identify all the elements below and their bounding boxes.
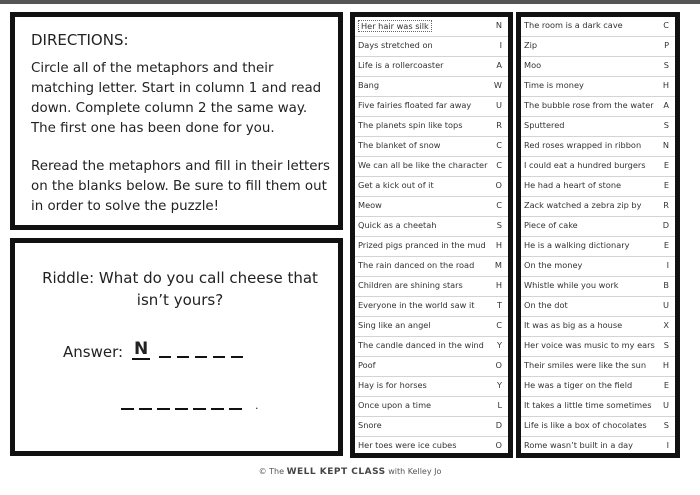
metaphor-letter[interactable]: C <box>496 320 502 330</box>
metaphor-row[interactable] <box>521 97 675 117</box>
footer-credit <box>0 467 700 477</box>
metaphor-text: Quick as a cheetah <box>358 220 437 230</box>
metaphor-letter[interactable]: E <box>663 380 669 390</box>
metaphor-row[interactable] <box>521 157 675 177</box>
metaphor-text: Meow <box>358 200 382 210</box>
metaphor-letter[interactable]: A <box>663 100 669 110</box>
metaphor-row[interactable] <box>355 377 508 397</box>
metaphor-letter[interactable]: C <box>663 20 669 30</box>
answer-line2-blank[interactable] <box>211 408 224 410</box>
metaphor-row[interactable] <box>521 177 675 197</box>
metaphor-text: The bubble rose from the water <box>524 100 654 110</box>
metaphor-letter[interactable]: U <box>663 300 669 310</box>
riddle-box <box>10 238 343 456</box>
metaphor-letter[interactable]: I <box>666 260 669 270</box>
metaphor-letter[interactable]: E <box>663 180 669 190</box>
answer-blank[interactable] <box>213 356 225 358</box>
metaphor-letter[interactable]: R <box>663 200 669 210</box>
metaphor-text: Life is like a box of chocolates <box>524 420 647 430</box>
metaphor-text: Once upon a time <box>358 400 432 410</box>
metaphor-row[interactable] <box>521 417 675 437</box>
metaphor-text: He had a heart of stone <box>524 180 622 190</box>
answer-blank[interactable] <box>159 356 171 358</box>
metaphor-letter[interactable]: S <box>663 60 669 70</box>
metaphor-letter[interactable]: X <box>663 320 669 330</box>
metaphor-letter[interactable]: O <box>495 440 502 450</box>
metaphor-letter[interactable]: N <box>662 140 669 150</box>
metaphor-text: Prized pigs pranced in the mud <box>358 240 486 250</box>
column-1-rows <box>355 17 508 456</box>
metaphor-letter[interactable]: B <box>663 280 669 290</box>
metaphor-row[interactable] <box>355 97 508 117</box>
metaphor-row[interactable] <box>355 417 508 437</box>
metaphor-row[interactable] <box>521 297 675 317</box>
metaphor-text: Rome wasn’t built in a day <box>524 440 634 450</box>
metaphor-row[interactable] <box>355 17 508 37</box>
metaphor-text: Snore <box>358 420 382 430</box>
metaphor-letter[interactable]: E <box>663 160 669 170</box>
metaphor-text: Children are shining stars <box>358 280 463 290</box>
metaphor-text: It takes a little time sometimes <box>524 400 652 410</box>
metaphor-letter[interactable]: H <box>495 240 502 250</box>
metaphor-row[interactable] <box>355 177 508 197</box>
metaphor-text: Sing like an angel <box>358 320 431 330</box>
metaphor-letter[interactable]: Y <box>496 340 502 350</box>
metaphor-letter[interactable]: S <box>496 220 502 230</box>
metaphor-text: Hay is for horses <box>358 380 427 390</box>
metaphor-row[interactable] <box>521 117 675 137</box>
metaphor-letter[interactable]: S <box>663 120 669 130</box>
footer-brand: WELL KEPT CLASS <box>286 467 386 477</box>
metaphor-row[interactable] <box>521 197 675 217</box>
answer-blank[interactable] <box>231 356 243 358</box>
directions-box <box>10 12 343 230</box>
metaphor-row[interactable] <box>355 57 508 77</box>
answer-blank[interactable] <box>195 356 207 358</box>
metaphor-letter[interactable]: U <box>496 100 502 110</box>
metaphor-letter[interactable]: I <box>666 440 669 450</box>
answer-line2-blank[interactable] <box>175 408 188 410</box>
metaphor-text: He is a walking dictionary <box>524 240 630 250</box>
metaphor-letter[interactable]: R <box>496 120 502 130</box>
metaphor-row[interactable] <box>521 357 675 377</box>
metaphor-letter[interactable]: Y <box>496 380 502 390</box>
answer-line2-blank[interactable] <box>229 408 242 410</box>
top-edge-bar <box>0 0 700 4</box>
metaphor-letter[interactable]: H <box>662 80 669 90</box>
metaphor-letter[interactable]: A <box>496 60 502 70</box>
answer-line2-blank[interactable] <box>157 408 170 410</box>
metaphor-text: Piece of cake <box>524 220 578 230</box>
metaphor-text: We can all be like the character <box>358 160 488 170</box>
metaphor-letter[interactable]: H <box>495 280 502 290</box>
metaphor-text: It was as big as a house <box>524 320 623 330</box>
metaphor-row[interactable] <box>355 217 508 237</box>
metaphor-letter[interactable]: E <box>663 240 669 250</box>
metaphor-text: On the money <box>524 260 583 270</box>
metaphor-letter[interactable]: U <box>663 400 669 410</box>
metaphor-letter[interactable]: O <box>495 180 502 190</box>
metaphor-letter[interactable]: N <box>495 20 502 30</box>
answer-line2-blank[interactable] <box>121 408 134 410</box>
directions-paragraph-1: Circle all of the metaphors and their matching letter. Start in column 1 and read down. Complete column 2 the same way. The first one has been done for you. <box>31 61 322 136</box>
metaphor-row[interactable] <box>355 397 508 417</box>
metaphor-letter[interactable]: L <box>497 400 502 410</box>
metaphor-row[interactable] <box>355 437 508 456</box>
answer-first-letter: N <box>134 339 149 359</box>
metaphor-row[interactable] <box>521 217 675 237</box>
metaphor-row[interactable] <box>355 257 508 277</box>
riddle-question: Riddle: What do you call cheese that isn’t yours? <box>42 269 318 309</box>
metaphor-row[interactable] <box>355 77 508 97</box>
metaphor-text: Sputtered <box>524 120 565 130</box>
metaphor-text: Life is a rollercoaster <box>358 60 444 70</box>
metaphor-text: Zip <box>524 40 538 50</box>
metaphor-row[interactable] <box>521 57 675 77</box>
metaphor-row[interactable] <box>355 277 508 297</box>
metaphor-row[interactable] <box>355 157 508 177</box>
footer-prefix: © The <box>258 467 285 476</box>
metaphor-text: Days stretched on <box>358 40 433 50</box>
metaphor-letter[interactable]: C <box>496 140 502 150</box>
metaphor-row[interactable] <box>521 317 675 337</box>
metaphor-row[interactable] <box>355 197 508 217</box>
metaphor-row[interactable] <box>355 37 508 57</box>
metaphor-row[interactable] <box>355 337 508 357</box>
metaphor-letter[interactable]: C <box>496 160 502 170</box>
answer-period: . <box>255 399 259 412</box>
metaphor-letter[interactable]: S <box>663 340 669 350</box>
metaphor-text: Zack watched a zebra zip by <box>524 200 642 210</box>
metaphor-row[interactable] <box>521 437 675 456</box>
metaphor-letter[interactable]: I <box>499 40 502 50</box>
metaphor-row[interactable] <box>355 117 508 137</box>
metaphor-text: Five fairies floated far away <box>358 100 472 110</box>
metaphor-text: The candle danced in the wind <box>358 340 484 350</box>
metaphor-letter[interactable]: T <box>496 300 502 310</box>
metaphor-letter[interactable]: W <box>493 80 502 90</box>
metaphor-row[interactable] <box>521 277 675 297</box>
metaphor-text: I could eat a hundred burgers <box>524 160 646 170</box>
metaphor-row[interactable] <box>521 17 675 37</box>
metaphor-letter[interactable]: D <box>662 220 669 230</box>
metaphor-text: Everyone in the world saw it <box>358 300 475 310</box>
metaphor-text: Her hair was silk <box>358 20 432 32</box>
metaphor-row[interactable] <box>355 297 508 317</box>
metaphor-row[interactable] <box>355 237 508 257</box>
metaphor-text: Bang <box>358 80 380 90</box>
metaphor-text: Moo <box>524 60 542 70</box>
answer-line2-blank[interactable] <box>139 408 152 410</box>
metaphor-text: Red roses wrapped in ribbon <box>524 140 642 150</box>
metaphor-row[interactable] <box>355 357 508 377</box>
metaphor-letter[interactable]: P <box>664 40 669 50</box>
metaphor-letter[interactable]: H <box>662 360 669 370</box>
metaphor-column-1 <box>350 12 513 458</box>
column-2-rows <box>521 17 675 456</box>
metaphor-letter[interactable]: S <box>663 420 669 430</box>
metaphor-row[interactable] <box>521 37 675 57</box>
metaphor-row[interactable] <box>521 257 675 277</box>
metaphor-text: The rain danced on the road <box>358 260 475 270</box>
metaphor-row[interactable] <box>521 337 675 357</box>
metaphor-letter[interactable]: D <box>495 420 502 430</box>
answer-label: Answer: <box>63 343 124 361</box>
metaphor-letter[interactable]: M <box>494 260 502 270</box>
metaphor-text: Poof <box>358 360 376 370</box>
metaphor-row[interactable] <box>521 137 675 157</box>
metaphor-text: Whistle while you work <box>524 280 619 290</box>
directions-paragraph-2: Reread the metaphors and fill in their letters on the blanks below. Be sure to fill them out in order to solve the puzzle! <box>31 159 330 214</box>
metaphor-text: Their smiles were like the sun <box>524 360 647 370</box>
directions-title: DIRECTIONS: <box>31 31 129 49</box>
metaphor-text: Get a kick out of it <box>358 180 434 190</box>
metaphor-text: The planets spin like tops <box>358 120 463 130</box>
metaphor-letter[interactable]: O <box>495 360 502 370</box>
metaphor-text: The blanket of snow <box>358 140 441 150</box>
metaphor-row[interactable] <box>521 397 675 417</box>
metaphor-letter[interactable]: C <box>496 200 502 210</box>
metaphor-text: The room is a dark cave <box>524 20 623 30</box>
metaphor-text: He was a tiger on the field <box>524 380 633 390</box>
metaphor-column-2 <box>516 12 680 458</box>
metaphor-text: Her voice was music to my ears <box>524 340 655 350</box>
metaphor-row[interactable] <box>521 77 675 97</box>
metaphor-text: Time is money <box>524 80 584 90</box>
metaphor-text: Her toes were ice cubes <box>358 440 457 450</box>
metaphor-row[interactable] <box>521 377 675 397</box>
answer-blank[interactable] <box>177 356 189 358</box>
metaphor-text: On the dot <box>524 300 568 310</box>
metaphor-row[interactable] <box>355 317 508 337</box>
metaphor-row[interactable] <box>521 237 675 257</box>
metaphor-row[interactable] <box>355 137 508 157</box>
answer-line2-blank[interactable] <box>193 408 206 410</box>
footer-suffix: with Kelley Jo <box>388 467 442 476</box>
